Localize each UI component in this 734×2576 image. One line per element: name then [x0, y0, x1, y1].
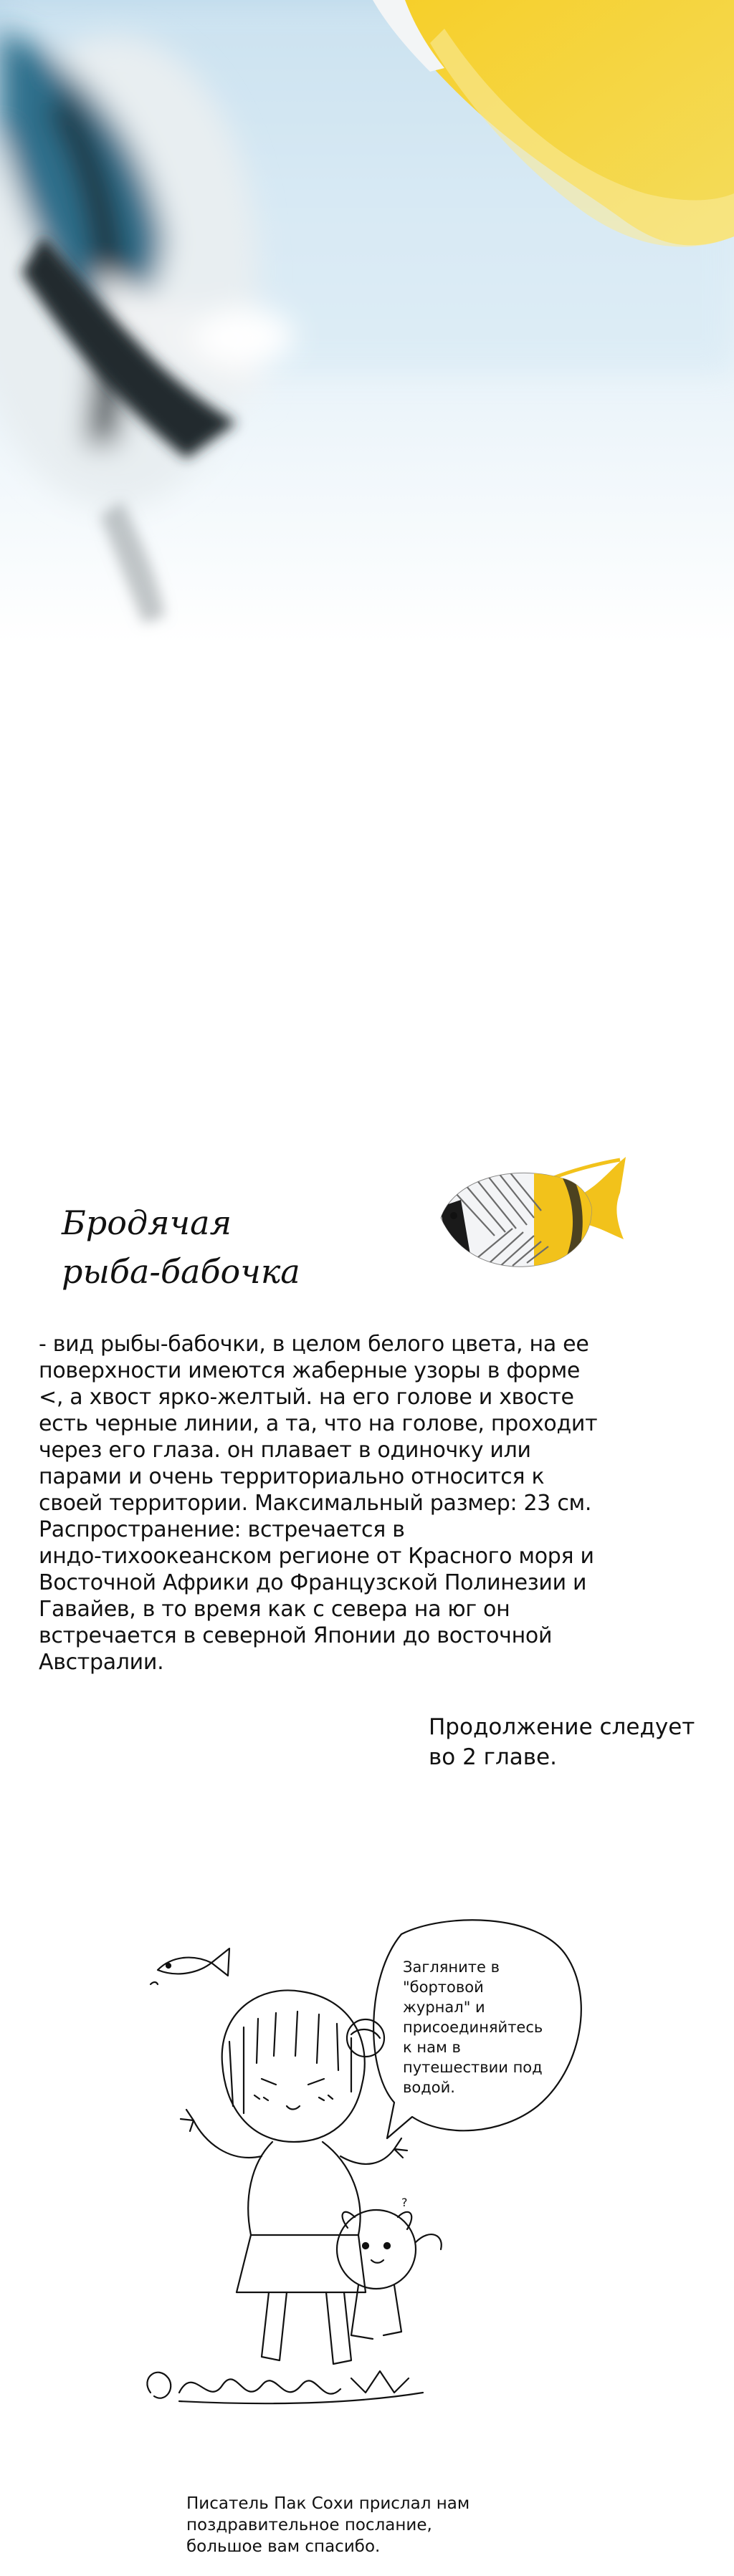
- thanks-line-3: большое вам спасибо.: [186, 2537, 381, 2556]
- description-line: парами и очень территориально относится к: [39, 1464, 545, 1489]
- description-line: Восточной Африки до Французской Полинезии и: [39, 1570, 587, 1595]
- speech-bubble-line: присоединяйтесь: [403, 2019, 543, 2036]
- speech-bubble-line: к нам в: [403, 2039, 461, 2056]
- description-line: <, а хвост ярко-желтый. на его голове и хвосте: [39, 1385, 574, 1410]
- thanks-line-1: Писатель Пак Сохи прислал нам: [186, 2494, 470, 2513]
- description-line: - вид рыбы-бабочки, в целом белого цвета, на ее: [39, 1332, 589, 1357]
- svg-text:?: ?: [401, 2196, 408, 2209]
- blurred-fish-closeup-art: [0, 0, 734, 645]
- description-line: индо-тихоокеанском регионе от Красного моря и: [39, 1544, 594, 1569]
- description-line: Гавайев, в то время как с севера на юг он: [39, 1597, 510, 1622]
- speech-bubble-line: путешествии под: [403, 2059, 543, 2076]
- author-sketch-drawing: [136, 1891, 595, 2421]
- speech-bubble-line: журнал" и: [403, 1999, 485, 2016]
- description-line: есть черные линии, а та, что на голове, проходит: [39, 1411, 598, 1436]
- author-sketch-panel: [136, 1891, 595, 2421]
- species-description: [39, 1331, 712, 1676]
- description-line: поверхности имеются жаберные узоры в форме: [39, 1358, 581, 1383]
- description-line: через его глаза. он плавает в одиночку или: [39, 1438, 531, 1463]
- continuation-note: [429, 1712, 695, 1772]
- description-line: своей территории. Максимальный размер: 23 см.: [39, 1491, 592, 1516]
- speech-bubble-line: "бортовой: [403, 1979, 484, 1996]
- continuation-line-2: во 2 главе.: [429, 1744, 557, 1770]
- species-title-line-1: Бродячая: [62, 1203, 232, 1242]
- speech-bubble-line: водой.: [403, 2079, 455, 2096]
- description-line: Распространение: встречается в: [39, 1517, 405, 1542]
- speech-bubble-line: Загляните в: [403, 1959, 500, 1976]
- butterflyfish-illustration: [426, 1150, 627, 1279]
- thanks-line-2: поздравительное послание,: [186, 2516, 432, 2534]
- species-title-line-2: рыба-бабочка: [62, 1252, 300, 1291]
- continuation-line-1: Продолжение следует: [429, 1714, 695, 1740]
- description-line: встречается в северной Японии до восточной: [39, 1623, 553, 1648]
- thanks-note: [186, 2493, 470, 2557]
- description-line: Австралии.: [39, 1650, 164, 1675]
